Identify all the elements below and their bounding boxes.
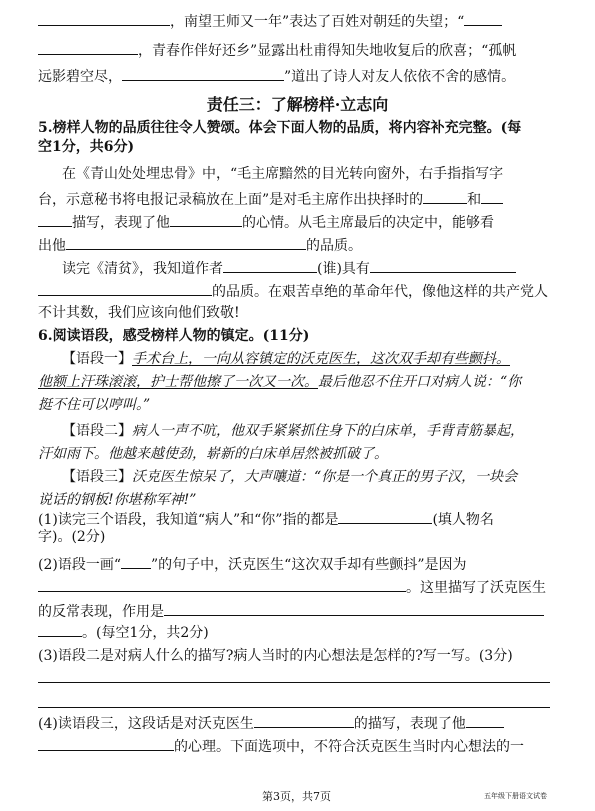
q6-1-line2: 字)。(2分) — [38, 529, 106, 545]
q5-para1-line3: 描写，表现了他 的心情。从毛主席最后的决定中，能够看 — [38, 213, 558, 231]
page-number: 第3页，共7页 — [262, 790, 331, 803]
section-title: 责任三：了解榜样·立志向 — [206, 95, 389, 114]
blank[interactable] — [38, 213, 72, 227]
blank[interactable] — [164, 602, 544, 616]
q5-para2-line2: 的品质。在艰苦卓绝的革命年代，像他这样的共产党人 — [38, 282, 558, 300]
passage-3-line1: 【语段三】沃克医生惊呆了，大声嚷道：“你是一个真正的男子汉，一块会 — [62, 469, 518, 485]
fill-line-1: ，南望王师又一年”表达了百姓对朝廷的失望；“ — [38, 12, 558, 30]
blank[interactable] — [170, 213, 242, 227]
answer-line[interactable] — [38, 682, 550, 683]
blank[interactable] — [121, 555, 151, 569]
q6-1-line1: (1)读完三个语段，我知道“病人”和“你”指的都是 (填人物名 — [38, 512, 494, 528]
blank[interactable] — [38, 578, 406, 592]
blank[interactable] — [481, 190, 503, 204]
q6-4-line2: 的心理。下面选项中，不符合沃克医生当时内心想法的一 — [38, 737, 558, 755]
q6-4-line1: (4)读语段三，这段话是对沃克医生 的描写，表现了他 — [38, 714, 558, 732]
blank[interactable] — [122, 67, 284, 81]
blank[interactable] — [254, 714, 354, 728]
q6-heading: 6.阅读语段，感受榜样人物的镇定。(11分) — [38, 328, 310, 344]
blank[interactable] — [66, 236, 306, 250]
passage-2-line1: 【语段二】病人一声不吭，他双手紧紧抓住身下的白床单，手背青筋暴起， — [62, 423, 524, 439]
passage-1-line1: 【语段一】手术台上，一向从容镇定的沃克医生，这次双手却有些颤抖。 — [62, 351, 510, 367]
q5-para1-line2: 台，示意秘书将电报记录稿放在上面”是对毛主席作出抉择时的 和 — [38, 190, 558, 208]
blank[interactable] — [38, 12, 170, 26]
blank[interactable] — [464, 12, 502, 26]
fill-line-3: 远影碧空尽， ”道出了诗人对友人依依不舍的感情。 — [38, 69, 516, 85]
q5-para2-line1: 读完《清贫》，我知道作者 (谁)具有 — [62, 259, 582, 277]
q6-3-prompt: (3)语段二是对病人什么的描写?病人当时的内心想法是怎样的?写一写。(3分) — [38, 648, 513, 664]
q6-2-line1: (2)语段一画“ ”的句子中，沃克医生“这次双手却有些颤抖”是因为 — [38, 557, 467, 573]
blank[interactable] — [370, 259, 516, 273]
q5-para1-line4: 出他 的品质。 — [38, 238, 362, 254]
q5-heading: 5.榜样人物的品质往往令人赞颂。体会下面人物的品质，将内容补充完整。(每 — [38, 120, 522, 136]
blank[interactable] — [466, 714, 504, 728]
q6-2-line3: 的反常表现，作用是 — [38, 602, 558, 620]
fill-line-2: ，青春作伴好还乡”显露出杜甫得知失地收复后的欣喜；“孤帆 — [38, 41, 558, 59]
passage-1-line3: 挺不住可以哼叫。” — [38, 397, 151, 413]
passage-3-line2: 说话的钢板!你堪称军神!” — [38, 492, 197, 508]
blank[interactable] — [38, 623, 82, 637]
q5-heading-cont: 空1分，共6分) — [38, 139, 135, 155]
q6-2-line2: 。这里描写了沃克医生 — [38, 578, 558, 596]
answer-line[interactable] — [38, 707, 550, 708]
blank[interactable] — [38, 41, 138, 55]
q6-2-line4: 。(每空1分，共2分) — [38, 623, 558, 641]
passage-2-line2: 汗如雨下。他越来越使劲，崭新的白床单居然被抓破了。 — [38, 446, 388, 462]
blank[interactable] — [338, 510, 432, 524]
blank[interactable] — [38, 282, 212, 296]
q5-para1-line1: 在《青山处处埋忠骨》中，“毛主席黯然的目光转向窗外，右手指指写字 — [62, 166, 504, 182]
blank[interactable] — [423, 190, 467, 204]
footer-note: 五年级下册语文试卷 — [484, 792, 547, 800]
blank[interactable] — [223, 259, 317, 273]
passage-1-line2: 他额上汗珠滚滚，护士帮他擦了一次又一次。最后他忍不住开口对病人说：“你 — [38, 374, 522, 390]
blank[interactable] — [38, 737, 174, 751]
q5-para2-line3: 不计其数，我们应该向他们致敬! — [38, 305, 240, 321]
